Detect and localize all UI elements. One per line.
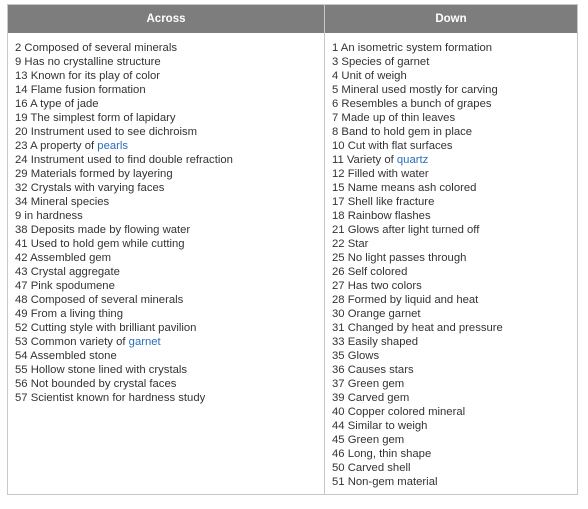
clue-text: 8 Band to hold gem in place [332,126,473,138]
down-clue [332,433,577,447]
clue-text: 19 The simplest form of lapidary [15,112,176,124]
clue-text: 3 Species of garnet [332,56,430,68]
clue-text: 20 Instrument used to see dichroism [15,126,198,138]
clue-text: 18 Rainbow flashes [332,210,431,222]
clue-text: 55 Hollow stone lined with crystals [15,364,188,376]
across-clue [15,377,324,391]
down-clue [332,55,577,69]
clue-text: 37 Green gem [332,378,405,390]
clue-text: 43 Crystal aggregate [15,266,120,278]
clue-text: 25 No light passes through [332,252,467,264]
clue-text: 7 Made up of thin leaves [332,112,456,124]
clue-text: 2 Composed of several minerals [15,42,177,54]
clue-text: 28 Formed by liquid and heat [332,294,479,306]
down-clue [332,391,577,405]
clue-text: 46 Long, thin shape [332,448,432,460]
clue-text: 30 Orange garnet [332,308,421,320]
down-clue [332,419,577,433]
clue-text: 16 A type of jade [15,98,99,110]
clue-text: 40 Copper colored mineral [332,406,466,418]
down-clue [332,209,577,223]
down-clue [332,349,577,363]
across-clue [15,83,324,97]
across-clue [15,139,324,153]
clue-text: 39 Carved gem [332,392,410,404]
clue-link[interactable]: garnet [128,336,161,348]
across-clue [15,237,324,251]
across-clue [15,265,324,279]
clue-text: 56 Not bounded by crystal faces [15,378,177,390]
across-clue [15,111,324,125]
clue-text: 5 Mineral used mostly for carving [332,84,498,96]
clue-text: 22 Star [332,238,369,250]
across-clue [15,223,324,237]
clue-link[interactable]: pearls [97,140,129,152]
clue-text: 6 Resembles a bunch of grapes [332,98,492,110]
clue-text: 4 Unit of weigh [332,70,407,82]
clue-text: 42 Assembled gem [15,252,112,264]
across-clue [15,349,324,363]
across-clue [15,167,324,181]
across-header: Across [8,5,325,33]
clue-text: 9 Has no crystalline structure [15,56,161,68]
across-clue [15,293,324,307]
clue-text: 53 Common variety of [15,336,129,348]
clue-text: 10 Cut with flat surfaces [332,140,453,152]
across-clue [15,125,324,139]
clue-text: 54 Assembled stone [15,350,117,362]
across-clue [15,195,324,209]
clue-text: 14 Flame fusion formation [15,84,146,96]
clue-link[interactable]: quartz [396,154,429,166]
down-clue [332,41,577,55]
clue-text: 52 Cutting style with brilliant pavilion [15,322,197,334]
clue-text: 48 Composed of several minerals [15,294,184,306]
down-clue [332,223,577,237]
across-clue [15,55,324,69]
across-clue [15,97,324,111]
down-clue [332,181,577,195]
across-clue [15,251,324,265]
down-clue [332,153,577,167]
crossword-clue-table [7,4,578,495]
down-clue [332,111,577,125]
down-clue [332,69,577,83]
clue-text: 12 Filled with water [332,168,429,180]
across-clue [15,279,324,293]
down-clue [332,377,577,391]
clue-text: 32 Crystals with varying faces [15,182,165,194]
clue-text: 13 Known for its play of color [15,70,161,82]
down-clue [332,363,577,377]
clue-text: 26 Self colored [332,266,408,278]
clue-text: 15 Name means ash colored [332,182,477,194]
down-clue [332,167,577,181]
clue-text: 35 Glows [332,350,380,362]
down-clue [332,265,577,279]
down-clue [332,461,577,475]
down-clue [332,97,577,111]
clue-text: 33 Easily shaped [332,336,419,348]
down-clue [332,237,577,251]
clue-text: 50 Carved shell [332,462,411,474]
clue-text: 23 A property of [15,140,98,152]
clue-text: 24 Instrument used to find double refraction [15,154,233,166]
down-clue [332,279,577,293]
clue-body [8,33,577,494]
down-clue [332,195,577,209]
across-clue-list [8,33,325,494]
across-clue [15,153,324,167]
down-clue [332,125,577,139]
down-clue [332,475,577,489]
down-clue [332,251,577,265]
clue-text: 31 Changed by heat and pressure [332,322,503,334]
across-clue [15,69,324,83]
clue-text: 9 in hardness [15,210,83,222]
across-clue [15,391,324,405]
clue-text: 11 Variety of [332,154,397,166]
clue-text: 57 Scientist known for hardness study [15,392,206,404]
clue-text: 38 Deposits made by flowing water [15,224,191,236]
clue-text: 41 Used to hold gem while cutting [15,238,185,250]
clue-text: 36 Causes stars [332,364,414,376]
clue-text: 34 Mineral species [15,196,110,208]
down-clue [332,405,577,419]
header-row [8,5,577,33]
clue-text: 49 From a living thing [15,308,123,320]
clue-text: 45 Green gem [332,434,405,446]
down-clue [332,293,577,307]
clue-text: 29 Materials formed by layering [15,168,173,180]
down-clue-list [325,33,577,494]
clue-text: 1 An isometric system formation [332,42,493,54]
down-clue [332,139,577,153]
clue-text: 17 Shell like fracture [332,196,435,208]
down-clue [332,335,577,349]
clue-text: 21 Glows after light turned off [332,224,480,236]
clue-text: 27 Has two colors [332,280,422,292]
across-clue [15,321,324,335]
across-clue [15,209,324,223]
across-clue [15,41,324,55]
across-clue [15,335,324,349]
clue-text: 47 Pink spodumene [15,280,115,292]
down-header: Down [435,13,467,25]
across-clue [15,363,324,377]
clue-text: 51 Non-gem material [332,476,438,488]
down-clue [332,321,577,335]
down-clue [332,83,577,97]
clue-text: 44 Similar to weigh [332,420,428,432]
down-clue [332,447,577,461]
across-clue [15,307,324,321]
across-clue [15,181,324,195]
down-clue [332,307,577,321]
